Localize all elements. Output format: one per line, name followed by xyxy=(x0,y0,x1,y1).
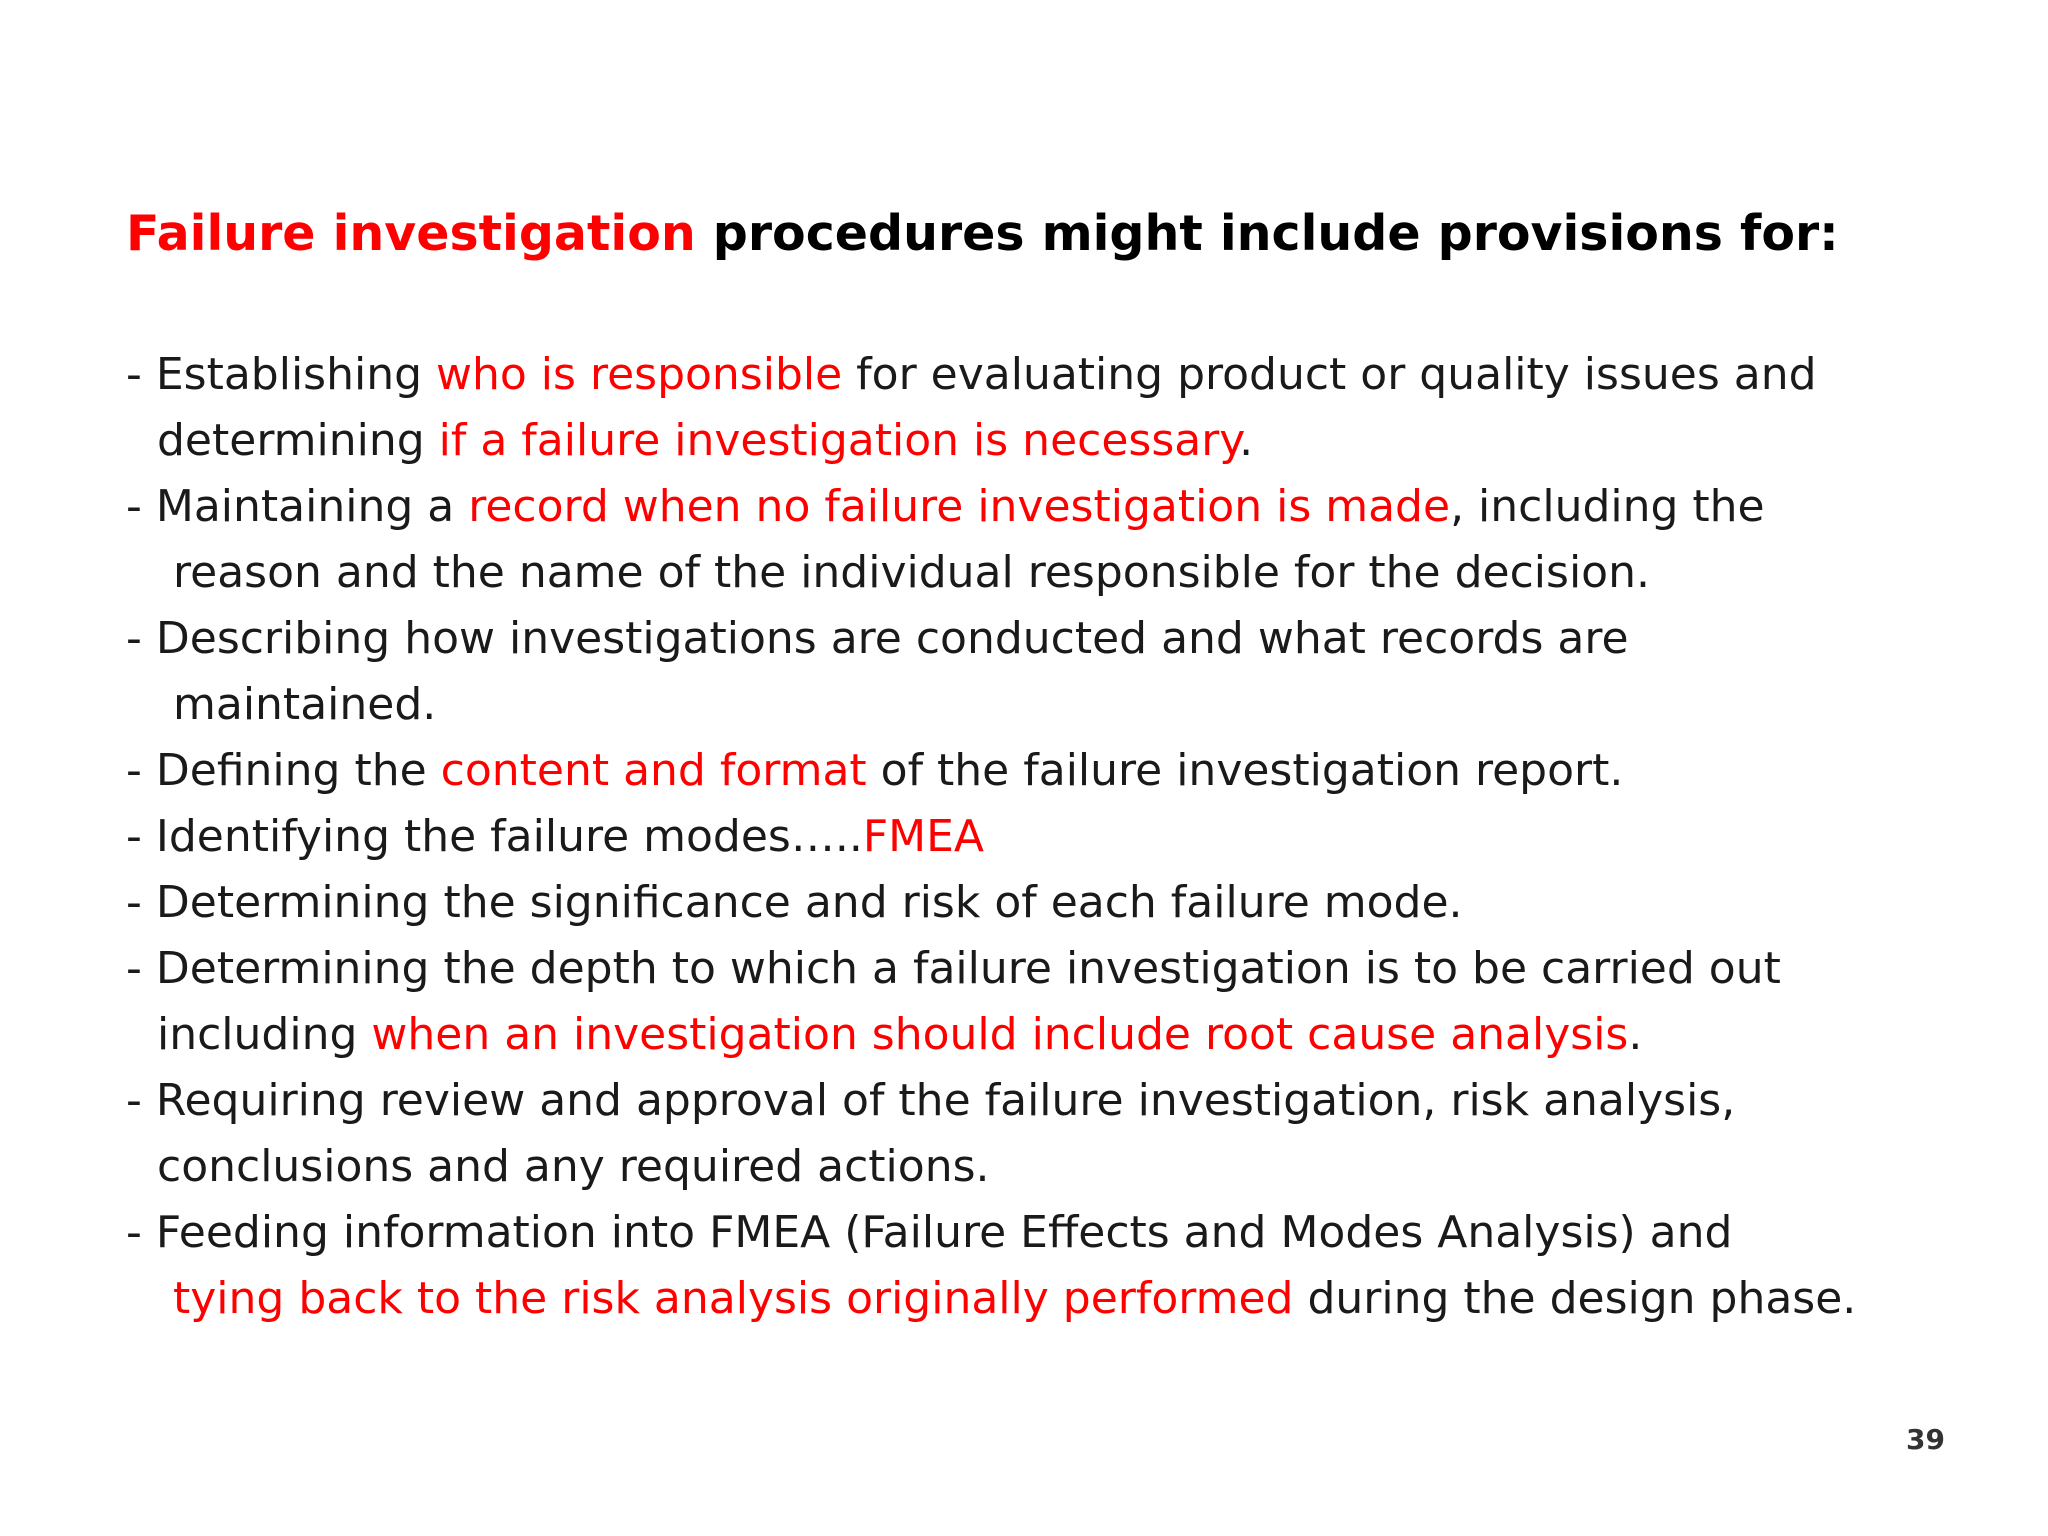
bullet-depth: - Determining the depth to which a failure investigation is to be carried out xyxy=(126,943,1781,994)
slide-title xyxy=(126,198,1839,270)
bullet-maintaining-cont: reason and the name of the individual responsible for the decision. xyxy=(173,547,1650,598)
bullet-maintaining: - Maintaining a record when no failure investigation is made, including the xyxy=(126,481,1765,532)
bullet-review-cont: conclusions and any required actions. xyxy=(157,1141,990,1192)
bullet-identifying: - Identifying the failure modes…..FMEA xyxy=(126,811,984,862)
bullet-feeding-cont: tying back to the risk analysis originally performed during the design phase. xyxy=(173,1273,1857,1324)
bullet-describing-cont: maintained. xyxy=(173,679,437,730)
page-number: 39 xyxy=(1906,1423,1945,1456)
bullet-significance: - Determining the significance and risk of each failure mode. xyxy=(126,877,1463,928)
bullet-depth-cont: including when an investigation should include root cause analysis. xyxy=(157,1009,1643,1060)
bullet-feeding: - Feeding information into FMEA (Failure Effects and Modes Analysis) and xyxy=(126,1207,1733,1258)
bullet-establishing-cont: determining if a failure investigation is necessary. xyxy=(157,415,1254,466)
bullet-review: - Requiring review and approval of the failure investigation, risk analysis, xyxy=(126,1075,1736,1126)
title-rest: procedures might include provisions for: xyxy=(695,205,1839,262)
bullet-establishing: - Establishing who is responsible for evaluating product or quality issues and xyxy=(126,349,1817,400)
bullet-defining: - Defining the content and format of the failure investigation report. xyxy=(126,745,1624,796)
title-highlight: Failure investigation xyxy=(126,205,696,262)
bullet-describing: - Describing how investigations are conducted and what records are xyxy=(126,613,1629,664)
